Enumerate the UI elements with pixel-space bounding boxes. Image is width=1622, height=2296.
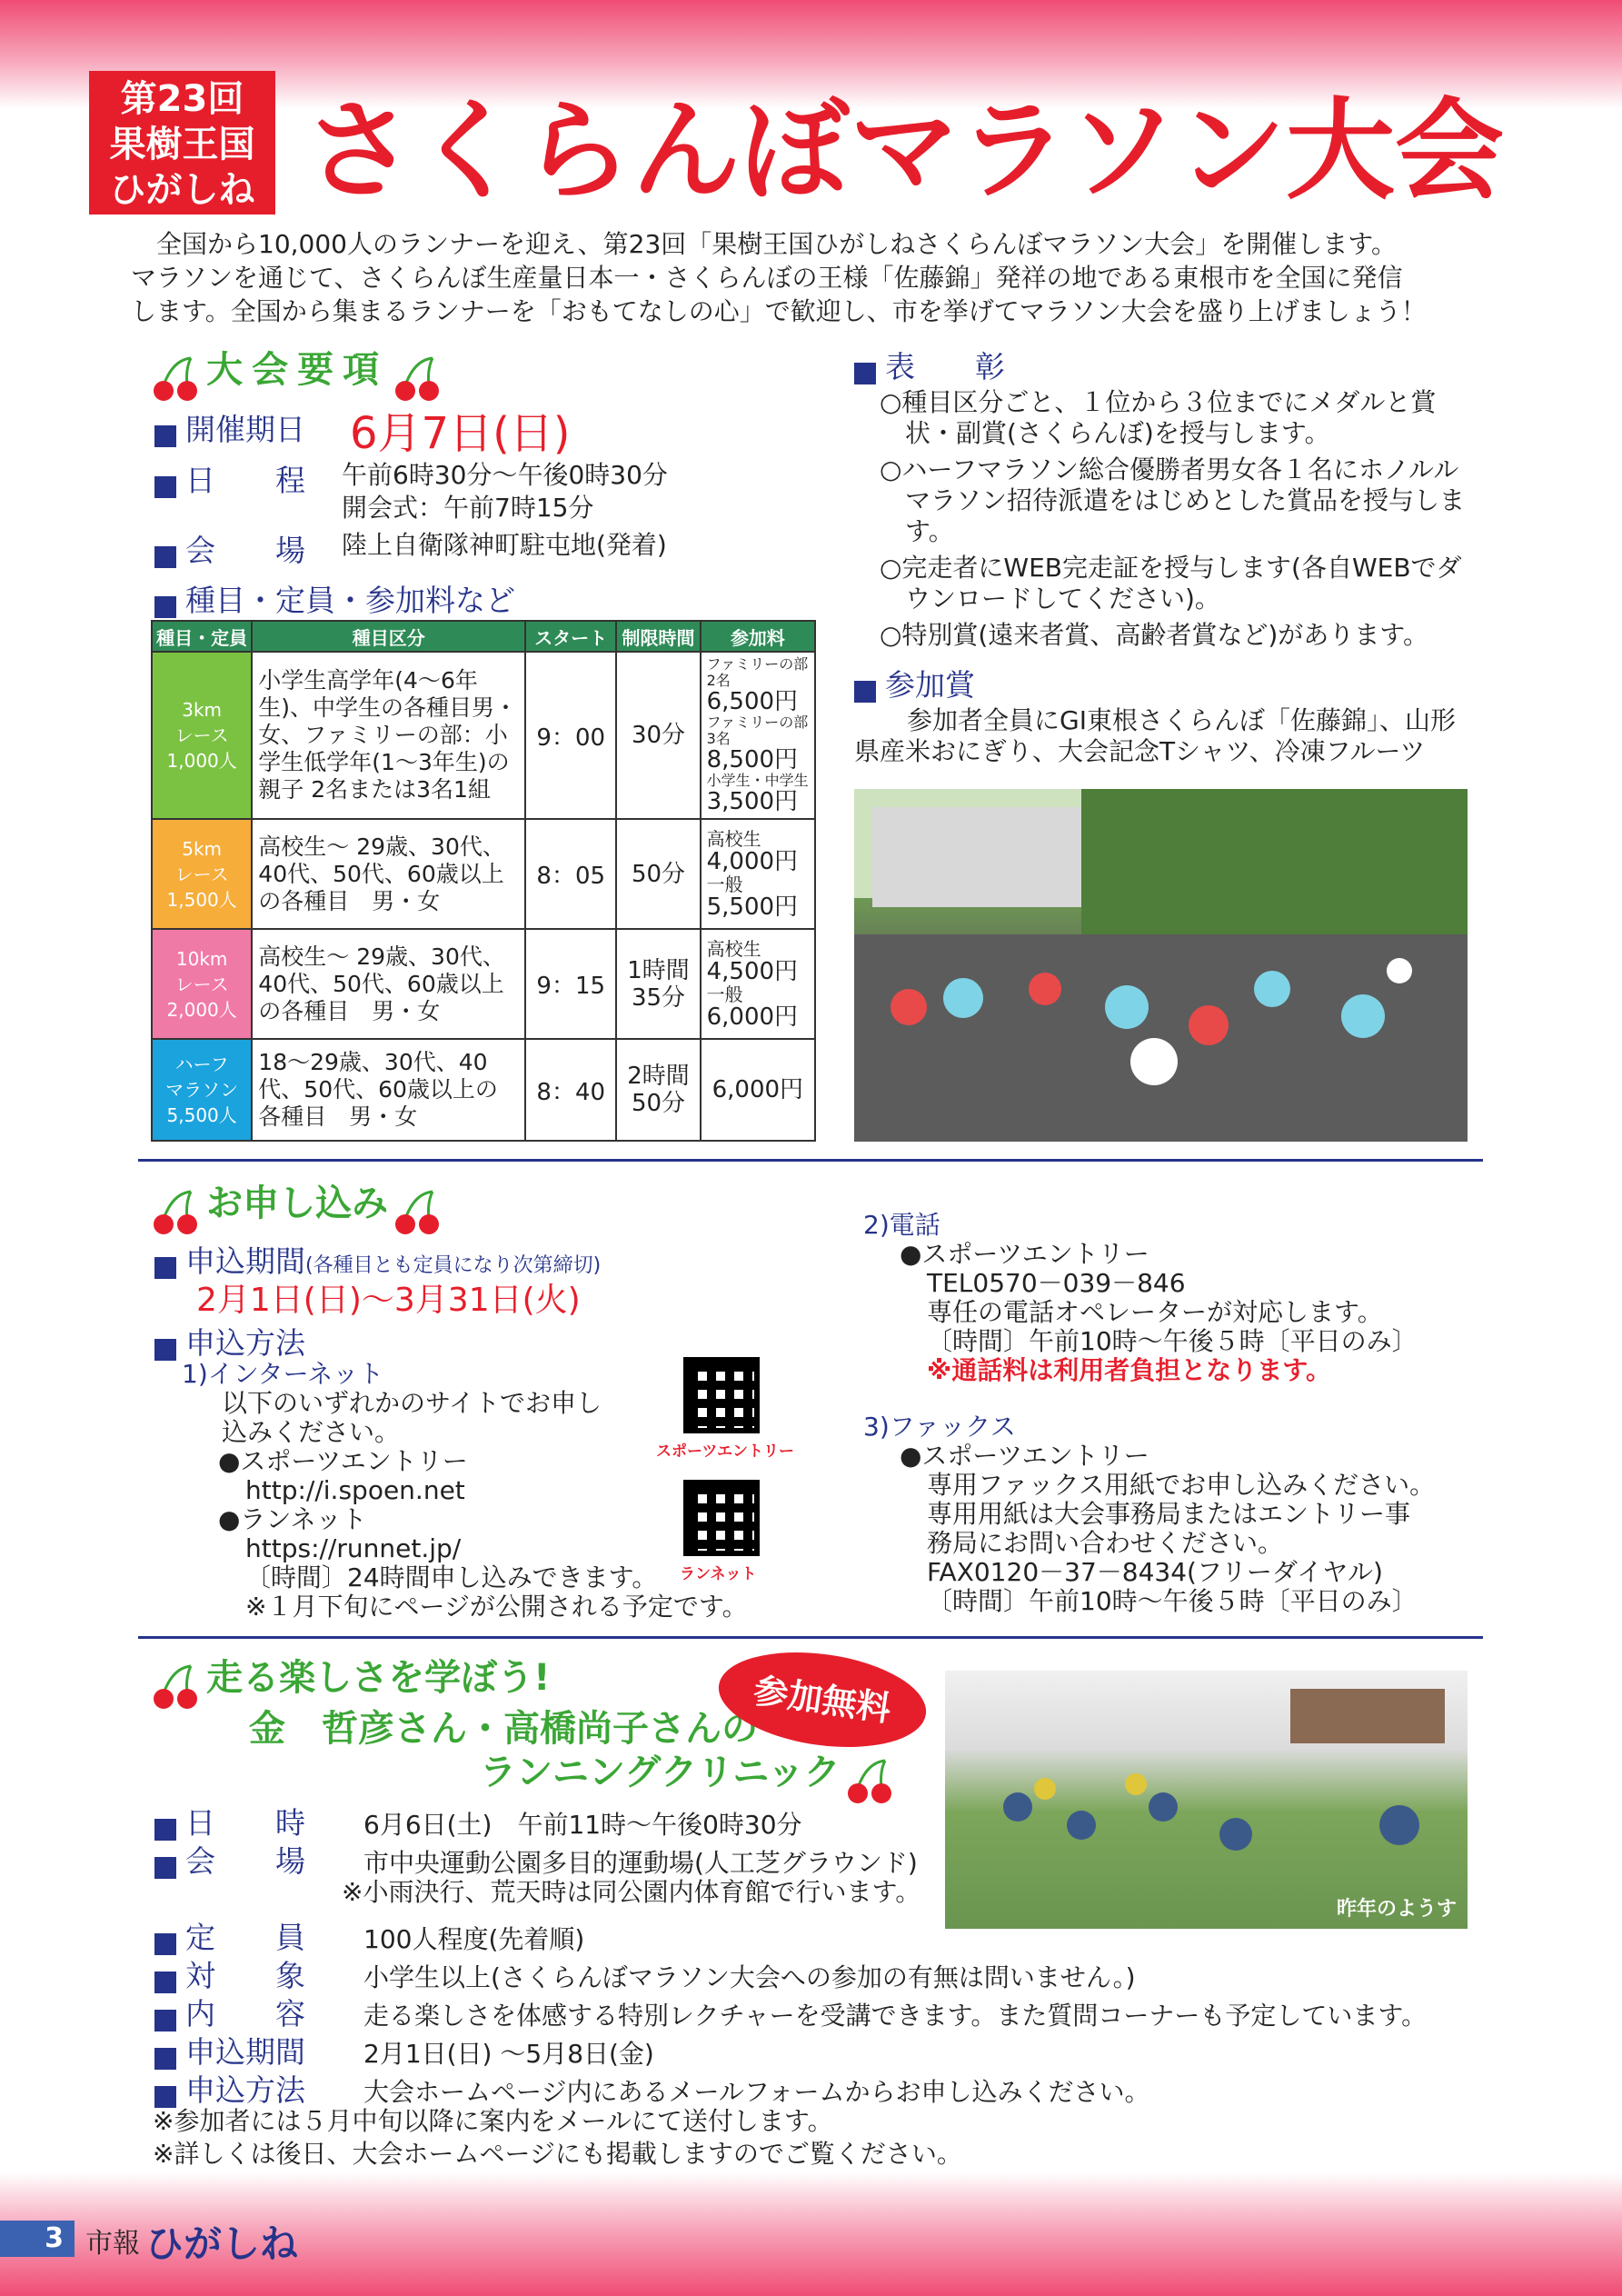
clinic-row [154,1800,1463,1841]
category-capacity: 1,000人 [166,750,237,772]
fax-line: 〔時間〕午前10時～午後５時〔平日のみ〕 [927,1586,1418,1616]
schedule-value-1: 午前6時30分～午後0時30分 [342,460,668,490]
awards-heading [854,344,1005,386]
clinic-row-label: 内 容 [185,1996,305,2031]
clinic-row-label: 対 象 [185,1958,305,1993]
category-distance: ハーフ [174,1053,229,1075]
clinic-row-value: 走る楽しさを体感する特別レクチャーを受講できます。また質問コーナーも予定しています。 [363,2001,1428,2031]
prize-text: 参加者全員にGI東根さくらんぼ「佐藤錦」、山形県産米おにぎり、大会記念Tシャツ、冷凍フルーツ [854,705,1456,766]
clinic-row-label: 定 員 [185,1920,305,1955]
badge-line-3: ひがしね [109,169,255,211]
fax-line: ●スポーツエントリー [900,1441,1149,1471]
square-bullet-icon [154,476,176,498]
table-row [152,819,815,929]
clinic-title-text-1: 走る楽しさを学ぼう! [206,1657,551,1699]
outline-heading-text: 大会要項 [206,349,389,391]
square-bullet-icon [154,425,176,447]
prize-heading [854,662,975,704]
table-header: 参加料 [701,621,815,652]
fee-cell [701,652,815,819]
cherry-icon [393,1186,443,1237]
cherry-icon [151,353,202,404]
division-cell: 高校生～ 29歳、30代、40代、50代、60歳以上の各種目 男・女 [252,819,525,929]
internet-title: 1)インターネット [182,1359,384,1389]
clinic-row [154,1952,1463,1991]
intro-line-3: します。全国から集まるランナーを「おもてなしの心」で歓迎し、市を挙げてマラソン大会を盛り上げましょう！ [131,296,1427,326]
category-capacity: 5,500人 [166,1104,237,1126]
fee-value: 4,000円 [706,847,799,875]
schedule-values [342,459,668,524]
category-type: レース [174,973,229,995]
clinic-row-value: 2月1日(日) ～5月8日(金) [363,2039,654,2069]
footer-logo: ひがしね [145,2221,299,2266]
schedule-row [154,457,305,500]
clinic-row [154,2067,1463,2108]
clinic-title-2: 金 哲彦さん・高橋尚子さんの [249,1708,758,1750]
fee-note: ファミリーの部 3名 [706,714,809,747]
category-type: レース [174,863,229,885]
events-label: 種目・定員・参加料など [185,583,515,618]
category-type: マラソン [165,1079,239,1101]
clinic-row [154,1991,1463,2029]
awards-list [880,387,1470,651]
site2-url[interactable]: https://runnet.jp/ [245,1533,462,1563]
cherry-icon [151,1186,202,1237]
footer-label: 市報 [85,2228,140,2260]
phone-line: 〔時間〕午前10時～午後５時〔平日のみ〕 [927,1326,1418,1356]
limit-value: 50分 [631,1090,686,1117]
square-bullet-icon [854,681,876,703]
start-cell: 9：00 [525,652,616,819]
fee-value: 4,500円 [706,957,799,985]
apply-period-note: (各種目とも定員になり次第締切) [305,1254,602,1277]
square-bullet-icon [154,2010,176,2031]
intro-line-1: 全国から10,000人のランナーを迎え、第23回「果樹王国ひがしねさくらんぼマラソン大会」を開催します。 [156,229,1398,259]
award-item: ○完走者にWEB完走証を授与します(各自WEBでダウンロードしてください)。 [880,553,1462,614]
limit-cell [616,652,700,819]
start-cell: 8：05 [525,819,616,929]
clinic-row-value: 大会ホームページ内にあるメールフォームからお申し込みください。 [363,2077,1150,2107]
apply-heading [151,1174,443,1237]
table-row [152,929,815,1039]
page-title: さくらんぼマラソン大会 [304,88,1504,215]
qr-code-icon[interactable] [683,1357,760,1433]
fee-value: 6,000円 [706,1003,799,1031]
internet-time: 〔時間〕24時間申し込みできます。 [245,1562,658,1592]
category-cell [152,929,252,1039]
fee-cell [701,819,815,929]
badge-line-1: 第23回 [120,78,244,120]
category-cell [152,652,252,819]
table-header: 種目・定員 [152,621,252,652]
table-header-row [152,621,815,652]
phone-block [863,1211,1481,1385]
table-row [152,652,815,819]
limit-value: 50分 [631,860,686,888]
divider [138,1159,1483,1162]
limit-value: 30分 [631,722,686,749]
limit-cell [616,1039,700,1141]
clinic-row-value: 100人程度(先着順) [363,1924,585,1954]
qr-code-icon[interactable] [683,1480,760,1556]
fax-line: 専用ファックス用紙でお申し込みください。 [927,1470,1436,1500]
clinic-row-value: ※小雨決行、荒天時は同公園内体育館で行います。 [342,1877,921,1907]
square-bullet-icon [154,1933,176,1955]
cherry-icon [151,1661,202,1712]
site2-name: ●ランネット [218,1504,367,1534]
clinic-row-value: 小学生以上(さくらんぼマラソン大会への参加の有無は問いません。) [363,1962,1136,1992]
category-distance: 5km [182,837,223,860]
category-capacity: 2,000人 [166,998,237,1021]
clinic-row-label: 申込期間 [185,2034,305,2070]
qr2-label: ランネット [680,1565,757,1583]
photo-caption: 昨年のようす [1336,1898,1457,1921]
apply-method-row [154,1320,305,1363]
internet-block [182,1359,748,1622]
awards-heading-text: 表 彰 [885,349,1005,384]
clinic-row-value: 市中央運動公園多目的運動場(人工芝グラウンド) [363,1848,918,1878]
fee-value: 6,000円 [711,1076,804,1103]
clinic-row [154,2029,1463,2070]
schedule-label: 日 程 [185,463,305,498]
divider [138,1636,1483,1639]
square-bullet-icon [154,546,176,568]
fee-note: 一般 [706,983,743,1005]
outline-heading [151,341,443,404]
division-cell: 18～29歳、30代、40代、50代、60歳以上の各種目 男・女 [252,1039,525,1141]
category-distance: 3km [182,699,223,721]
fee-cell [701,929,815,1039]
qr1-label: スポーツエントリー [656,1442,794,1461]
fee-note: 小学生・中学生 [706,772,809,789]
division-cell: 小学生高学年(4～6年生)、中学生の各種目男・女、ファミリーの部：小学生低学年(1～3年生)の親子 2名または3名1組 [252,652,525,819]
award-item: ○種目区分ごと、１位から３位までにメダルと賞状・副賞(さくらんぼ)を授与します。 [880,387,1437,448]
clinic-row-label: 会 場 [185,1843,305,1879]
events-row [154,577,515,620]
division-cell: 高校生～ 29歳、30代、40代、50代、60歳以上の各種目 男・女 [252,929,525,1039]
fee-value: 3,500円 [706,788,799,815]
phone-line: 専任の電話オペレーターが対応します。 [927,1297,1383,1327]
cherry-icon [845,1755,896,1806]
fee-note: 一般 [706,873,743,895]
phone-title: 2)電話 [863,1210,940,1240]
square-bullet-icon [154,2048,176,2070]
award-item: ○特別賞(遠来者賞、高齢者賞など)があります。 [880,620,1429,650]
award-item: ○ハーフマラソン総合優勝者男女各１名にホノルルマラソン招待派遣をはじめとした賞品を授与します。 [880,454,1466,546]
date-value: 6月7日(日) [350,408,571,459]
site1-url[interactable]: http://i.spoen.net [245,1475,465,1505]
site1-name: ●スポーツエントリー [218,1446,468,1476]
table-header: スタート [525,621,616,652]
square-bullet-icon [154,1857,176,1879]
square-bullet-icon [154,1339,176,1361]
fax-line: 専用用紙は大会事務局またはエントリー事務局にお問い合わせください。 [927,1499,1411,1558]
prize-heading-text: 参加賞 [885,667,975,703]
schedule-value-2: 開会式：午前7時15分 [342,493,594,523]
limit-value: 1時間 [627,956,690,984]
clinic-note: ※詳しくは後日、大会ホームページにも掲載しますのでご覧ください。 [153,2139,962,2169]
fee-note: ファミリーの部 2名 [706,655,809,689]
fee-cell [701,1039,815,1141]
apply-method-label: 申込方法 [185,1325,305,1361]
venue-value: 陸上自衛隊神町駐屯地(発着) [342,530,667,560]
intro-line-2: マラソンを通じて、さくらんぼ生産量日本一・さくらんぼの王様「佐藤錦」発祥の地である東根市を全国に発信 [131,263,1403,293]
category-distance: 10km [175,947,228,970]
category-type: レース [174,724,229,746]
phone-note: ※通話料は利用者負担となります。 [927,1355,1331,1385]
square-bullet-icon [154,596,176,618]
fee-note: 高校生 [706,937,761,960]
cherry-icon [393,353,443,404]
clinic-row [154,1838,1463,1879]
page-number: 3 [0,2221,75,2257]
clinic-row [154,1876,1463,1914]
clinic-row-label: 日 時 [185,1805,305,1841]
apply-period-label: 申込期間 [185,1243,305,1279]
fax-number: FAX0120－37－8434(フリーダイヤル) [927,1557,1383,1587]
fax-title: 3)ファックス [863,1412,1016,1442]
intro-text [131,227,1474,328]
fee-value: 5,500円 [706,893,799,921]
venue-label: 会 場 [185,533,305,568]
clinic-title-text-3: ランニングクリニック [480,1752,841,1793]
internet-note: ※１月下旬にページが公開される予定です。 [245,1592,748,1622]
internet-text: 以下のいずれかのサイトでお申し込みください。 [222,1388,602,1447]
phone-number: TEL0570－039－846 [927,1268,1186,1298]
fee-note: 高校生 [706,827,761,850]
limit-value: 35分 [631,983,686,1012]
square-bullet-icon [854,363,876,384]
start-cell: 9：15 [525,929,616,1039]
runners-photo-icon [854,789,1468,1142]
square-bullet-icon [154,1257,176,1279]
table-header: 種目区分 [252,621,525,652]
fee-value: 8,500円 [706,746,799,774]
date-row [154,406,305,449]
limit-value: 2時間 [627,1063,690,1090]
clinic-title-3 [480,1743,896,1806]
edition-badge [89,71,275,215]
clinic-note: ※参加者には５月中旬以降に案内をメールにて送付します。 [153,2106,833,2136]
square-bullet-icon [154,1819,176,1841]
events-table [151,620,816,1142]
phone-line: ●スポーツエントリー [900,1239,1149,1269]
limit-cell [616,819,700,929]
clinic-row-label: 申込方法 [185,2072,305,2108]
start-cell: 8：40 [525,1039,616,1141]
marathon-photo [854,789,1468,1142]
limit-cell [616,929,700,1039]
clinic-details [154,1800,1463,2171]
clinic-row-value: 6月6日(土) 午前11時～午後0時30分 [363,1810,802,1840]
category-cell [152,1039,252,1141]
category-cell [152,819,252,929]
table-header: 制限時間 [616,621,700,652]
venue-row [154,527,305,570]
date-label: 開催期日 [185,412,305,447]
square-bullet-icon [154,2086,176,2108]
category-capacity: 1,500人 [166,888,237,911]
table-row [152,1039,815,1141]
apply-period-value: 2月1日(日)～3月31日(火) [196,1282,581,1319]
clinic-row [154,1914,1463,1955]
square-bullet-icon [154,1972,176,1993]
apply-heading-text: お申し込み [206,1183,389,1224]
badge-line-2: 果樹王国 [109,124,255,165]
fax-block [863,1413,1481,1616]
free-badge: 参加無料 [712,1640,932,1759]
fee-value: 6,500円 [706,688,799,715]
